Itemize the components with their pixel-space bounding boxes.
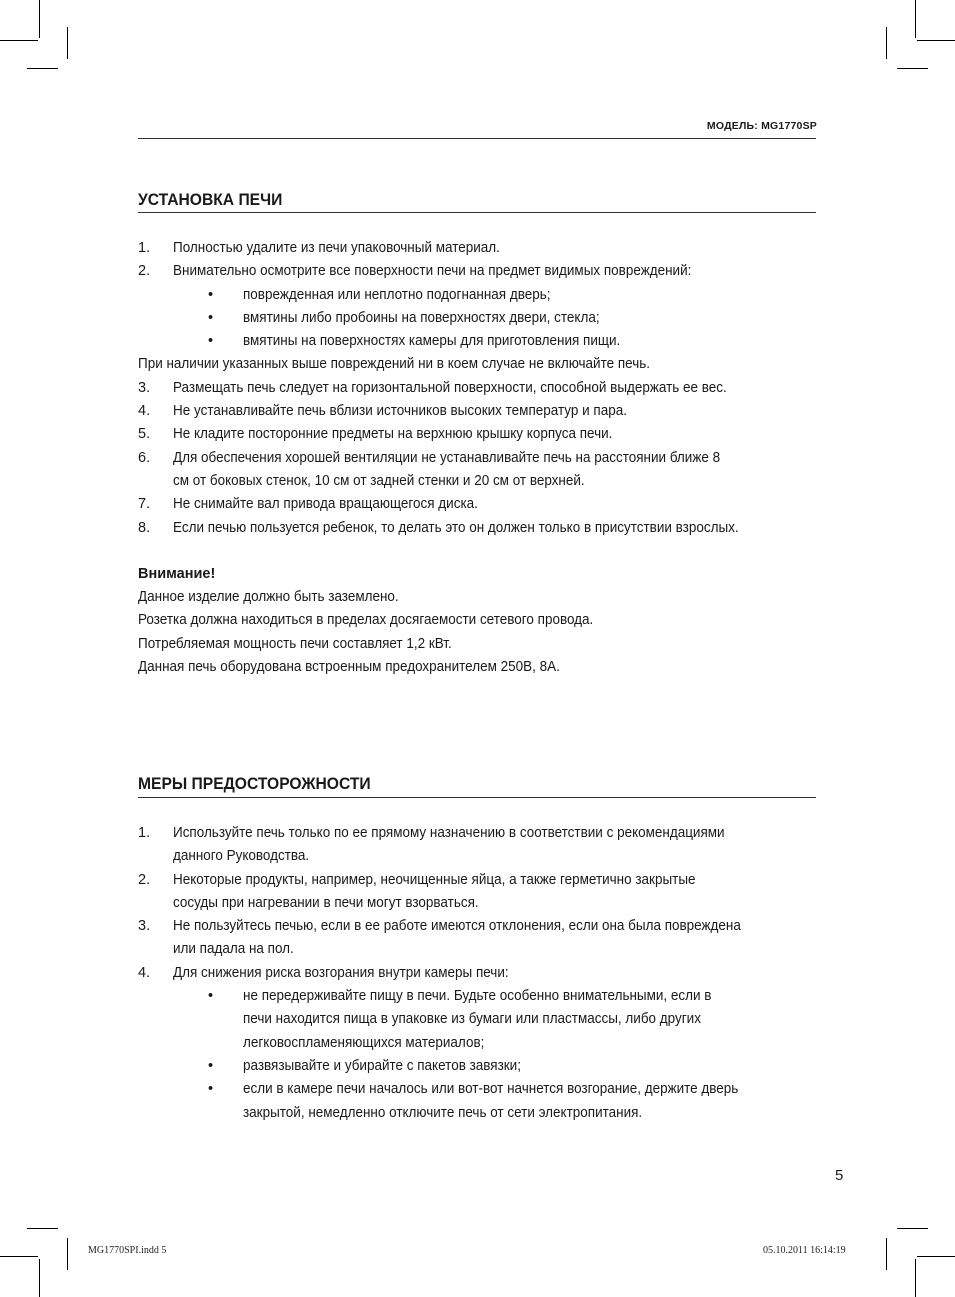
bullet-icon: • [208,988,214,1005]
bullet-text-continued: закрытой, немедленно отключите печь от сети электропитания. [243,1104,643,1121]
item-number: 7. [138,496,151,513]
item-text: Некоторые продукты, например, неочищенные яйца, а также герметично закрытые [173,871,696,888]
bullet-text: вмятины либо пробоины на поверхностях двери, стекла; [243,309,600,326]
bullet-text-continued: печи находится пища в упаковке из бумаги или пластмассы, либо других [243,1011,701,1028]
bullet-text: развязывайте и убирайте с пакетов завязки; [243,1057,521,1074]
bullet-text-continued: легковоспламеняющихся материалов; [243,1034,485,1051]
crop-mark [886,1238,887,1270]
section-title-installation: УСТАНОВКА ПЕЧИ [138,190,283,209]
bullet-icon: • [208,1057,214,1074]
item-text-continued: или падала на пол. [173,941,294,958]
slug-timestamp: 05.10.2011 16:14:19 [763,1245,846,1256]
item-number: 1. [138,825,151,841]
bullet-item [138,307,818,330]
crop-mark [897,1228,928,1229]
item-number: 2. [138,263,151,280]
list-item [138,962,818,985]
bullet-item [138,330,818,353]
damage-note [138,353,818,376]
crop-mark [886,27,887,59]
bullet-icon: • [208,333,214,350]
warning-line [138,656,818,679]
item-text: Не снимайте вал привода вращающегося диска. [173,496,478,513]
bullet-text: если в камере печи началось или вот-вот начнется возгорание, держите дверь [243,1081,739,1098]
item-text: Для снижения риска возгорания внутри камеры печи: [173,964,509,981]
item-text: Для обеспечения хорошей вентиляции не устанавливайте печь на расстоянии ближе 8 [173,449,721,466]
item-text-continued: см от боковых стенок, 10 см от задней стенки и 20 см от верхней. [173,472,585,489]
damage-note-text: При наличии указанных выше повреждений ни в коем случае не включайте печь. [138,356,650,373]
warning-line [138,633,818,656]
warning-title: Внимание! [138,565,216,582]
bullet-item [138,284,818,307]
crop-mark [39,0,40,38]
item-number: 4. [138,964,151,981]
crop-mark [917,40,955,41]
crop-mark [915,1259,916,1297]
bullet-item [138,985,818,1055]
list-item [138,400,818,423]
crop-mark [27,1228,58,1229]
crop-mark [67,1238,68,1270]
warning-line-text: Потребляемая мощность печи составляет 1,2 кВт. [138,635,452,652]
list-item [138,447,818,494]
crop-mark [917,1256,955,1257]
crop-mark [39,1259,40,1297]
section-rule [138,797,816,798]
item-text: Если печью пользуется ребенок, то делать это он должен только в присутствии взрослых. [173,519,739,536]
item-number: 3. [138,379,151,396]
item-text: Не кладите посторонние предметы на верхнюю крышку корпуса печи. [173,426,613,443]
crop-mark [0,1256,38,1257]
crop-mark [0,40,38,41]
item-text-continued: сосуды при нагревании в печи могут взорваться. [173,894,479,911]
warning-line [138,609,818,632]
bullet-icon: • [208,286,214,303]
bullet-icon: • [208,309,214,326]
list-item [138,822,818,869]
precautions-body [138,822,818,1125]
item-number: 1. [138,240,151,256]
section-title-precautions: МЕРЫ ПРЕДОСТОРОЖНОСТИ [138,774,371,793]
list-item [138,260,818,283]
list-item [138,237,818,260]
bullet-item [138,1078,818,1125]
bullet-text: не передерживайте пищу в печи. Будьте особенно внимательными, если в [243,988,712,1005]
bullet-icon: • [208,1081,214,1098]
item-number: 4. [138,403,151,420]
list-item [138,869,818,916]
item-number: 3. [138,918,151,935]
bullet-text: вмятины на поверхностях камеры для приготовления пищи. [243,333,621,350]
item-text-continued: данного Руководства. [173,848,310,865]
crop-mark [915,0,916,38]
item-number: 8. [138,519,151,536]
item-text: Размещать печь следует на горизонтальной поверхности, способной выдержать ее вес. [173,379,727,396]
warning-line-text: Данное изделие должно быть заземлено. [138,589,399,606]
item-text: Не пользуйтесь печью, если в ее работе имеются отклонения, если она была повреждена [173,918,741,935]
model-label: МОДЕЛЬ: MG1770SP [706,120,817,132]
section-rule [138,212,816,213]
item-number: 6. [138,449,151,466]
list-item [138,423,818,446]
header-rule [138,138,816,139]
list-item [138,915,818,962]
list-item [138,493,818,516]
warning-line-text: Данная печь оборудована встроенным предохранителем 250В, 8А. [138,659,560,676]
item-number: 5. [138,426,151,443]
crop-mark [897,68,928,69]
crop-mark [67,27,68,59]
list-item [138,377,818,400]
item-number: 2. [138,871,151,888]
item-text: Не устанавливайте печь вблизи источников высоких температур и пара. [173,403,627,420]
slug-filename: MG1770SPI.indd 5 [88,1245,167,1256]
bullet-item [138,1055,818,1078]
item-text: Используйте печь только по ее прямому назначению в соответствии с рекомендациями [173,825,725,841]
warning-line [138,586,818,609]
installation-body [138,237,818,679]
warning-line-text: Розетка должна находиться в пределах досягаемости сетевого провода. [138,612,594,629]
page-number: 5 [835,1167,844,1184]
list-item [138,517,818,540]
bullet-text: поврежденная или неплотно подогнанная дверь; [243,286,551,303]
spacer [138,540,818,563]
item-text: Внимательно осмотрите все поверхности печи на предмет видимых повреждений: [173,263,692,280]
crop-mark [27,68,58,69]
item-text: Полностью удалите из печи упаковочный материал. [173,240,500,256]
